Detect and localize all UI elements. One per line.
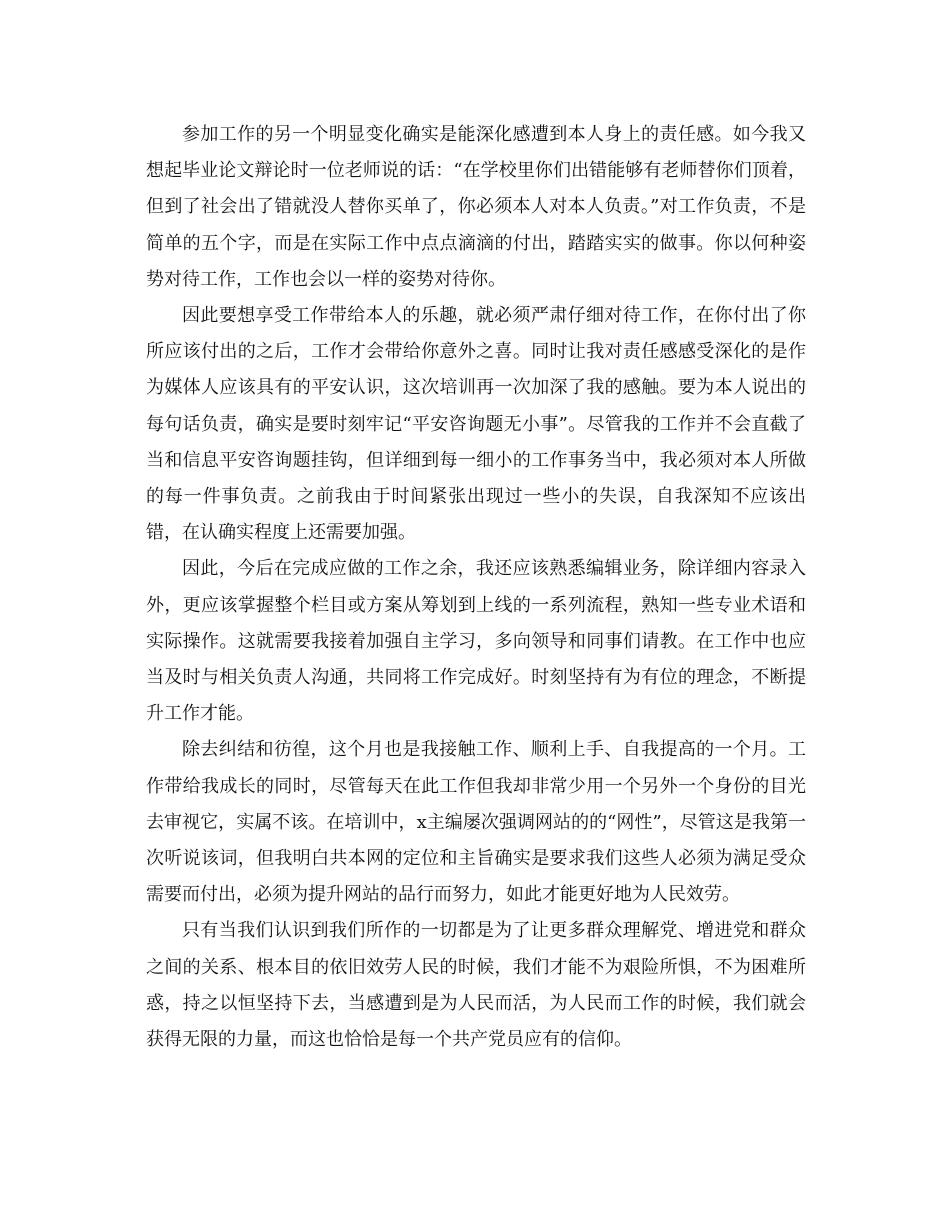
document-body (146, 117, 806, 1058)
paragraph-5: 只有当我们认识到我们所作的一切都是为了让更多群众理解党、增进党和群众之间的关系、根本目的依旧效劳人民的时候，我们才能不为艰险所惧，不为困难所惑，持之以恒坚持下去，当感遭到是为人民而活，为人民而工作的时候，我们就会获得无限的力量，而这也恰恰是每一个共产党员应有的信仰。 (146, 920, 806, 1051)
paragraph-3: 因此，今后在完成应做的工作之余，我还应该熟悉编辑业务，除详细内容录入外，更应该掌握整个栏目或方案从筹划到上线的一系列流程，熟知一些专业术语和实际操作。这就需要我接着加强自主学习，多向领导和同事们请教。在工作中也应当及时与相关负责人沟通，共同将工作完成好。时刻坚持有为有位的理念，不断提升工作才能。 (146, 558, 806, 725)
paragraph-2: 因此要想享受工作带给本人的乐趣，就必须严肃仔细对待工作，在你付出了你所应该付出的之后，工作才会带给你意外之喜。同时让我对责任感感受深化的是作为媒体人应该具有的平安认识，这次培训再一次加深了我的感触。要为本人说出的每句话负责，确实是要时刻牢记“平安咨询题无小事”。尽管我的工作并不会直截了当和信息平安咨询题挂钩，但详细到每一细小的工作事务当中，我必须对本人所做的每一件事负责。之前我由于时间紧张出现过一些小的失误，自我深知不应该出错，在认确实程度上还需要加强。 (146, 305, 806, 544)
paragraph-1: 参加工作的另一个明显变化确实是能深化感遭到本人身上的责任感。如今我又想起毕业论文辩论时一位老师说的话：“在学校里你们出错能够有老师替你们顶着，但到了社会出了错就没人替你买单了，你必须本人对本人负责。”对工作负责，不是简单的五个字，而是在实际工作中点点滴滴的付出，踏踏实实的做事。你以何种姿势对待工作，工作也会以一样的姿势对待你。 (146, 124, 806, 290)
paragraph-4: 除去纠结和彷徨，这个月也是我接触工作、顺利上手、自我提高的一个月。工作带给我成长的同时，尽管每天在此工作但我却非常少用一个另外一个身份的目光去审视它，实属不该。在培训中，x主编屡次强调网站的的“网性”，尽管这是我第一次听说该词，但我明白共本网的定位和主旨确实是要求我们这些人必须为满足受众需要而付出，必须为提升网站的品行而努力，如此才能更好地为人民效劳。 (146, 739, 806, 906)
